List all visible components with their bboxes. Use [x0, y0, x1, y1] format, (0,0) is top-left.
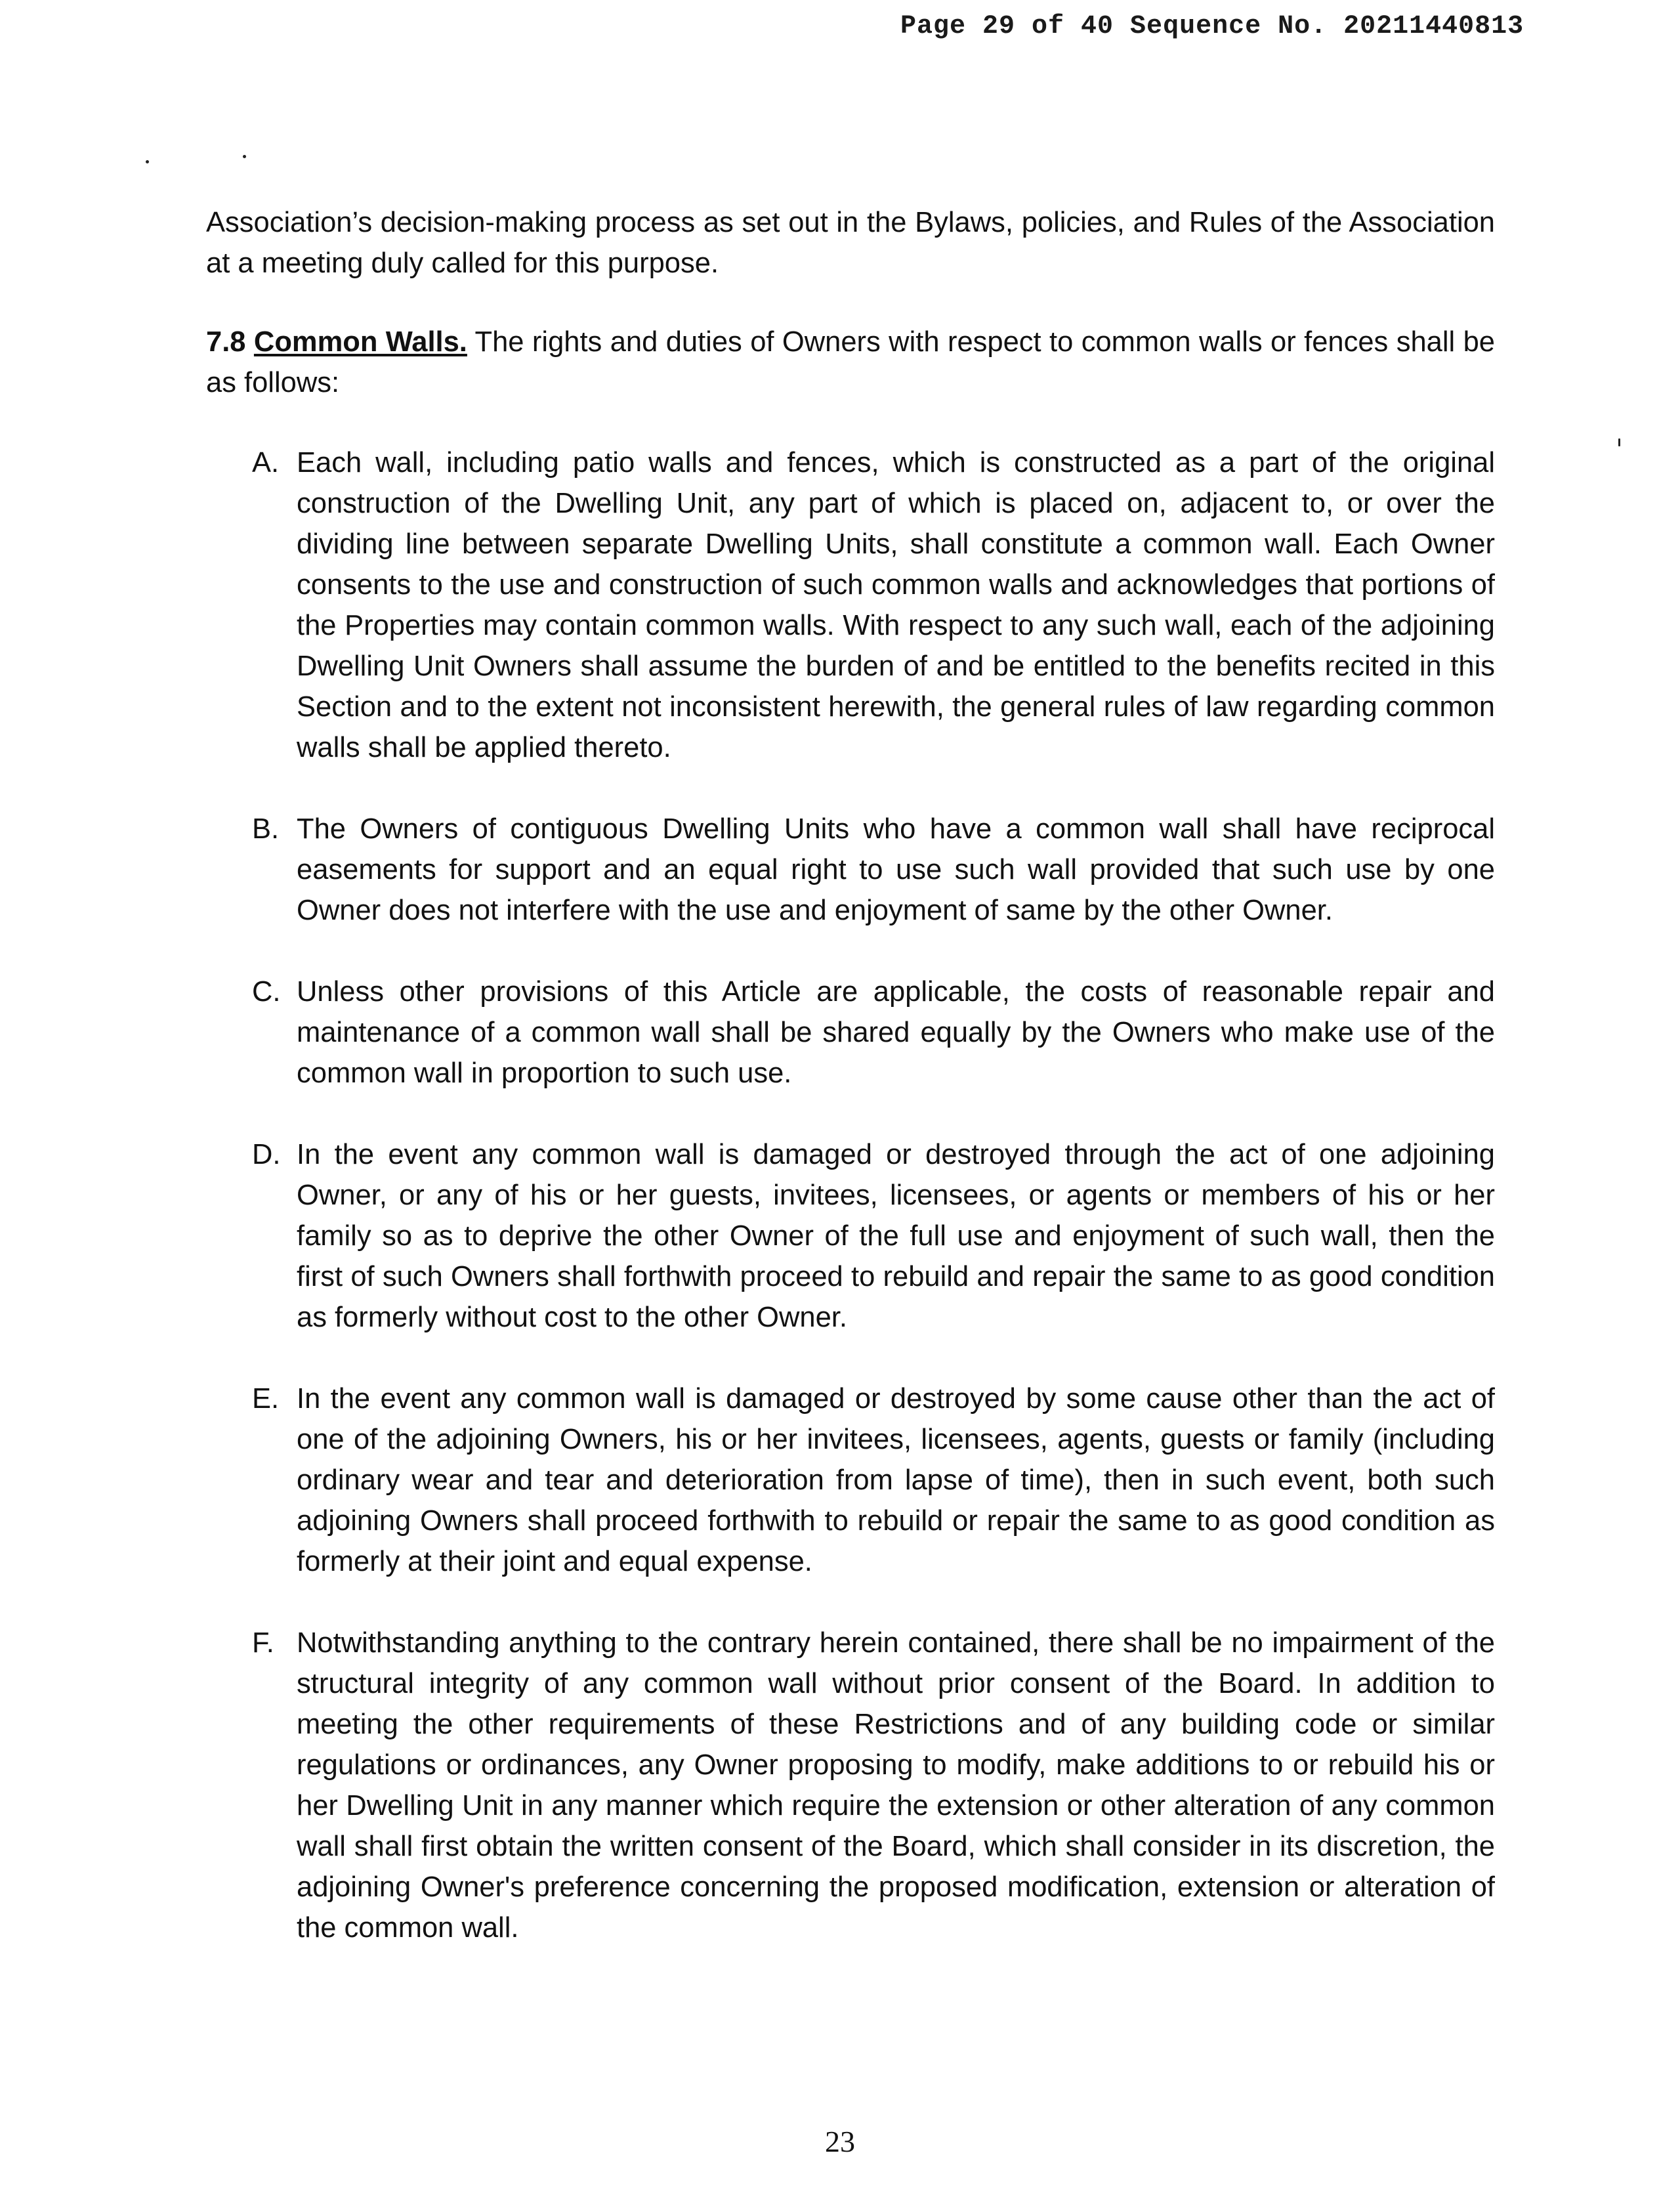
- item-text: Unless other provisions of this Article are applicable, the costs of reasonable repair and maintenance of a common wall shall be shared equally by the Owners who make use of the common wall in proportion to such use.: [297, 976, 1495, 1089]
- section-intro-text: The rights and duties of Owners with respect to common walls or fences shall be as follows:: [206, 326, 1495, 398]
- item-text: Each wall, including patio walls and fences, which is constructed as a part of the original construction of the Dwelling Unit, any part of which is placed on, adjacent to, or over the dividing line between separate Dwelling Units, shall constitute a common wall. Each Owner consents to the use and construction of such common walls and acknowledges that portions of the Properties may contain common walls. With respect to any such wall, each of the adjoining Dwelling Unit Owners shall assume the burden of and be entitled to the benefits recited in this Section and to the extent not inconsistent herewith, the general rules of law regarding common walls shall be applied thereto.: [297, 447, 1495, 763]
- continuation-paragraph: Association’s decision-making process as set out in the Bylaws, policies, and Rules of the Association at a meeting duly called for this purpose.: [206, 207, 1495, 279]
- item-label: B.: [252, 813, 280, 845]
- page-number: 23: [825, 2125, 855, 2158]
- item-text: Notwithstanding anything to the contrary herein contained, there shall be no impairment of the structural integrity of any common wall without prior consent of the Board. In addition to meeting the other requirements of these Restrictions and of any building code or similar regulations or ordinances, any Owner proposing to modify, make additions to or rebuild his or her Dwelling Unit in any manner which require the extension or other alteration of any common wall shall first obtain the written consent of the Board, which shall consider in its discretion, the adjoining Owner's preference concerning the proposed modification, extension or alteration of the common wall.: [297, 1627, 1495, 1944]
- section-number: 7.8: [206, 326, 246, 358]
- section-7-8-intro: [206, 322, 1495, 403]
- list-item-f: [206, 1623, 1495, 1948]
- list-item-d: [206, 1134, 1495, 1338]
- list-item-c: [206, 971, 1495, 1094]
- item-text: In the event any common wall is damaged or destroyed by some cause other than the act of one of the adjoining Owners, his or her invitees, licensees, agents, guests or family (including ordinary wear and tear and deterioration from lapse of time), then in such event, both such adjoining Owners shall proceed forthwith to rebuild or repair the same to as good condition as formerly at their joint and equal expense.: [297, 1383, 1495, 1577]
- document-body: [206, 202, 1495, 1948]
- sequence-stamp: Page 29 of 40 Sequence No. 20211440813: [900, 12, 1524, 41]
- item-label: C.: [252, 976, 281, 1008]
- item-text: In the event any common wall is damaged or destroyed through the act of one adjoining Owner, or any of his or her guests, invitees, licensees, or agents or members of his or her family so as to deprive the other Owner of the full use and enjoyment of such wall, then the first of such Owners shall forthwith proceed to rebuild and repair the same to as good condition as formerly without cost to the other Owner.: [297, 1139, 1495, 1333]
- item-label: D.: [252, 1139, 281, 1170]
- item-text: The Owners of contiguous Dwelling Units who have a common wall shall have reciprocal easements for support and an equal right to use such wall provided that such use by one Owner does not interfere with the use and enjoyment of same by the other Owner.: [297, 813, 1495, 926]
- scan-speck: [1618, 438, 1620, 446]
- list-item-b: [206, 809, 1495, 931]
- item-label: A.: [252, 447, 280, 479]
- list-item-a: [206, 442, 1495, 768]
- scan-speck: [243, 155, 246, 158]
- scan-speck: [146, 160, 149, 163]
- item-label: E.: [252, 1383, 280, 1415]
- common-walls-list: [206, 442, 1495, 1948]
- item-label: F.: [252, 1627, 274, 1659]
- list-item-e: [206, 1378, 1495, 1582]
- section-title: Common Walls.: [253, 326, 467, 358]
